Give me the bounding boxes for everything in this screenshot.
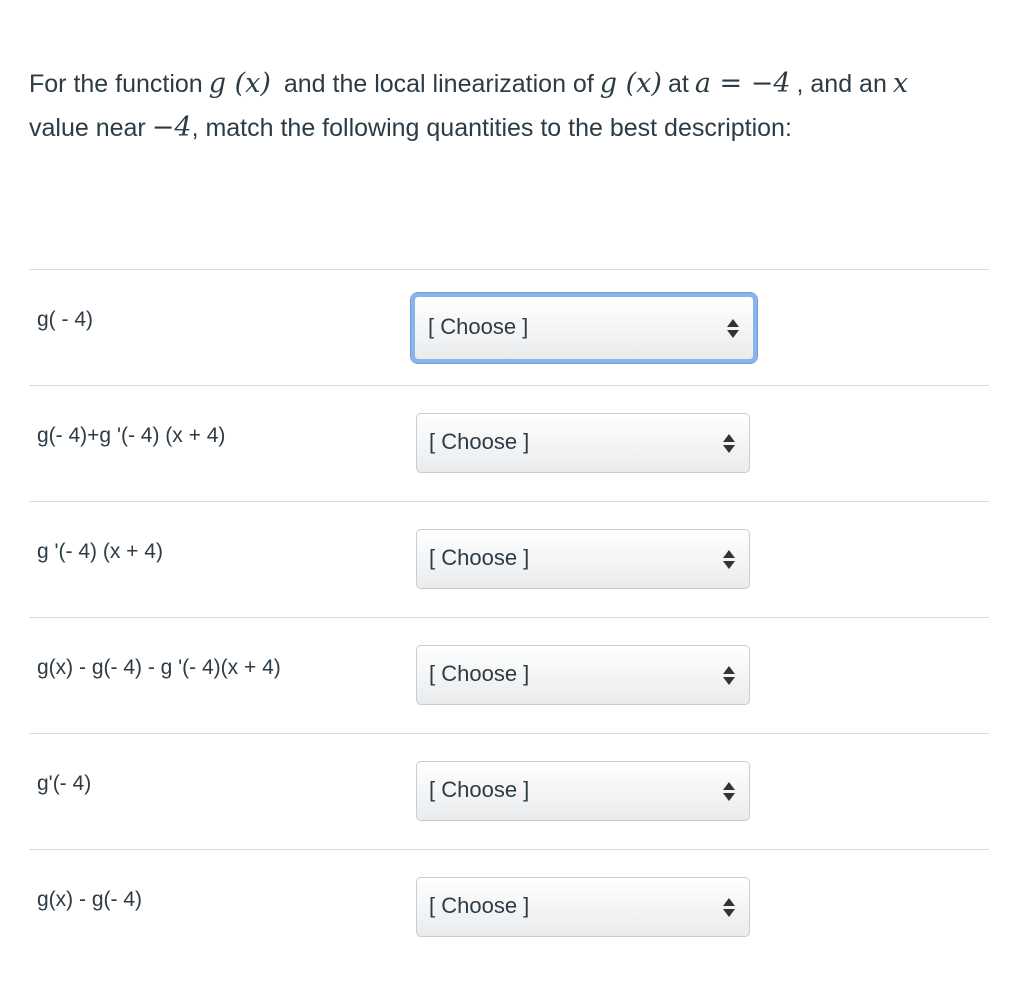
row-prompt: g(x) - g(- 4) - g '(- 4)(x + 4) [37,656,281,679]
select-value: [ Choose ] [429,777,530,802]
matching-list [29,269,989,965]
select-value: [ Choose ] [429,893,530,918]
question-part-2: and the local linearization of [283,70,594,98]
select-value: [ Choose ] [429,661,530,686]
select-value: [ Choose ] [428,314,529,339]
up-down-arrows-icon [723,663,735,687]
question-part-3: at [667,70,689,98]
answer-select[interactable] [411,293,757,363]
answer-select[interactable] [416,761,750,821]
answer-select[interactable] [416,529,750,589]
question-text [29,62,995,150]
row-prompt: g(- 4)+g '(- 4) (x + 4) [37,424,226,447]
select-value: [ Choose ] [429,545,530,570]
matching-row [29,849,989,965]
up-down-arrows-icon [723,431,735,455]
row-prompt: g(x) - g(- 4) [37,888,142,911]
math-neg-four: −4 [151,112,192,143]
matching-row [29,501,989,617]
up-down-arrows-icon [723,895,735,919]
math-a-equals: a = −4 [694,68,791,99]
matching-row [29,617,989,733]
up-down-arrows-icon [723,779,735,803]
up-down-arrows-icon [723,547,735,571]
answer-select[interactable] [416,877,750,937]
matching-row [29,269,989,385]
math-g-of-x-2: g (x) [599,68,662,99]
answer-select[interactable] [416,645,750,705]
math-x: x [892,68,909,99]
up-down-arrows-icon [727,316,739,340]
matching-row [29,733,989,849]
question-part-6: , match the following quantities to the best description: [191,114,792,142]
matching-row [29,385,989,501]
question-part-5: value near [29,114,146,142]
math-g-of-x: g (x) [208,68,271,99]
row-prompt: g( - 4) [37,308,94,331]
row-prompt: g'(- 4) [37,772,92,795]
select-value: [ Choose ] [429,429,530,454]
answer-select[interactable] [416,413,750,473]
question-part-4: , and an [796,70,887,98]
question-part-1: For the function [29,70,203,98]
row-prompt: g '(- 4) (x + 4) [37,540,163,563]
